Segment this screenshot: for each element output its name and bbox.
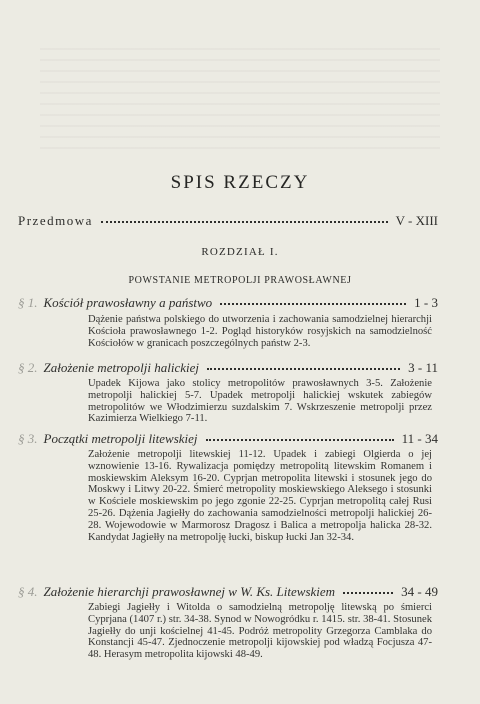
section-pages: 11 - 34: [401, 431, 438, 446]
toc-entry-section-4[interactable]: [18, 584, 438, 600]
section-marker: § 2.: [18, 360, 38, 375]
dot-leader: [206, 431, 394, 441]
chapter-heading: ROZDZIAŁ I.: [201, 246, 279, 258]
section-pages: 3 - 11: [408, 360, 438, 375]
section-pages: 1 - 3: [414, 295, 438, 310]
dot-leader: [101, 213, 388, 223]
toc-entry-section-1[interactable]: [18, 295, 438, 311]
toc-entry-section-3[interactable]: [18, 431, 438, 447]
page-title: SPIS RZECZY: [170, 172, 310, 193]
section-description: Dążenie państwa polskiego do utworzenia i zachowania samodzielnej hierarchji Kościoła prawosławnego 1-2. Pogląd historyków rosyjskich na samodzielność Kościołów w granicach poszczególnych państw 2-3.: [88, 314, 432, 349]
section-description: Zabiegi Jagiełły i Witolda o samodzielną metropolję litewską po śmierci Cyprjana (1407 r.) str. 34-38. Synod w Nowogródku r. 1415. str. 38-41. Stosunek Jagiełły do unji kościelnej 41-45. Podróż metropolity Grzegorza Camblaka do Konstancji 45-47. Zjednoczenie metropolji kijowskiej pod władzą Focjusza 47-48. Herasym metropolita kijowski 48-49.: [88, 602, 432, 661]
toc-entry-preface[interactable]: [18, 213, 438, 229]
section-title: Założenie metropolji halickiej: [43, 360, 199, 375]
section-marker: § 4.: [18, 584, 38, 599]
dot-leader: [207, 360, 400, 370]
section-marker: § 1.: [18, 295, 38, 310]
part-heading: POWSTANIE METROPOLJI PRAWOSŁAWNEJ: [128, 275, 352, 286]
section-description: Upadek Kijowa jako stolicy metropolitów prawosławnych 3-5. Założenie metropolji halickiej 5-7. Upadek metropolji halickiej wskutek zabiegów metropolitów we Włodzimierzu suzdalskim 7. Wskrzeszenie metropolji przez Kazimierza Wielkiego 7-11.: [88, 378, 432, 425]
preface-label: Przedmowa: [18, 213, 93, 228]
dot-leader: [220, 295, 406, 305]
toc-entry-section-2[interactable]: [18, 360, 438, 376]
section-title: Początki metropolji litewskiej: [43, 431, 198, 446]
show-through-text: [40, 48, 440, 158]
section-title: Założenie hierarchji prawosławnej w W. Ks. Litewskiem: [43, 584, 336, 599]
section-pages: 34 - 49: [401, 584, 438, 599]
section-description: Założenie metropolji litewskiej 11-12. Upadek i zabiegi Olgierda o jej wznowienie 13-16. Rywalizacja pomiędzy metropolitą litewskim Romanem i moskiewskim Aleksym 16-20. Cyprjan metropolita litewski i stosunek jego do Moskwy i Litwy 20-22. Śmierć metropolity moskiewskiego Aleksego i stosunki w Kościele moskiewskim po jego zgonie 22-25. Cyprjan metropolitą całej Rusi 25-26. Dążenia Jagiełły do zachowania samodzielności metropolji halickiej 26-28. Wojewodowie w Marmorosz Dragosz i Balica a metropolja halicka 28-32. Kandydat Jagiełły na metropolję łucki, biskup łucki Jan 32-34.: [88, 449, 432, 543]
preface-pages: V - XIII: [395, 213, 438, 228]
section-title: Kościół prawosławny a państwo: [43, 295, 213, 310]
dot-leader: [343, 584, 393, 594]
section-marker: § 3.: [18, 431, 38, 446]
